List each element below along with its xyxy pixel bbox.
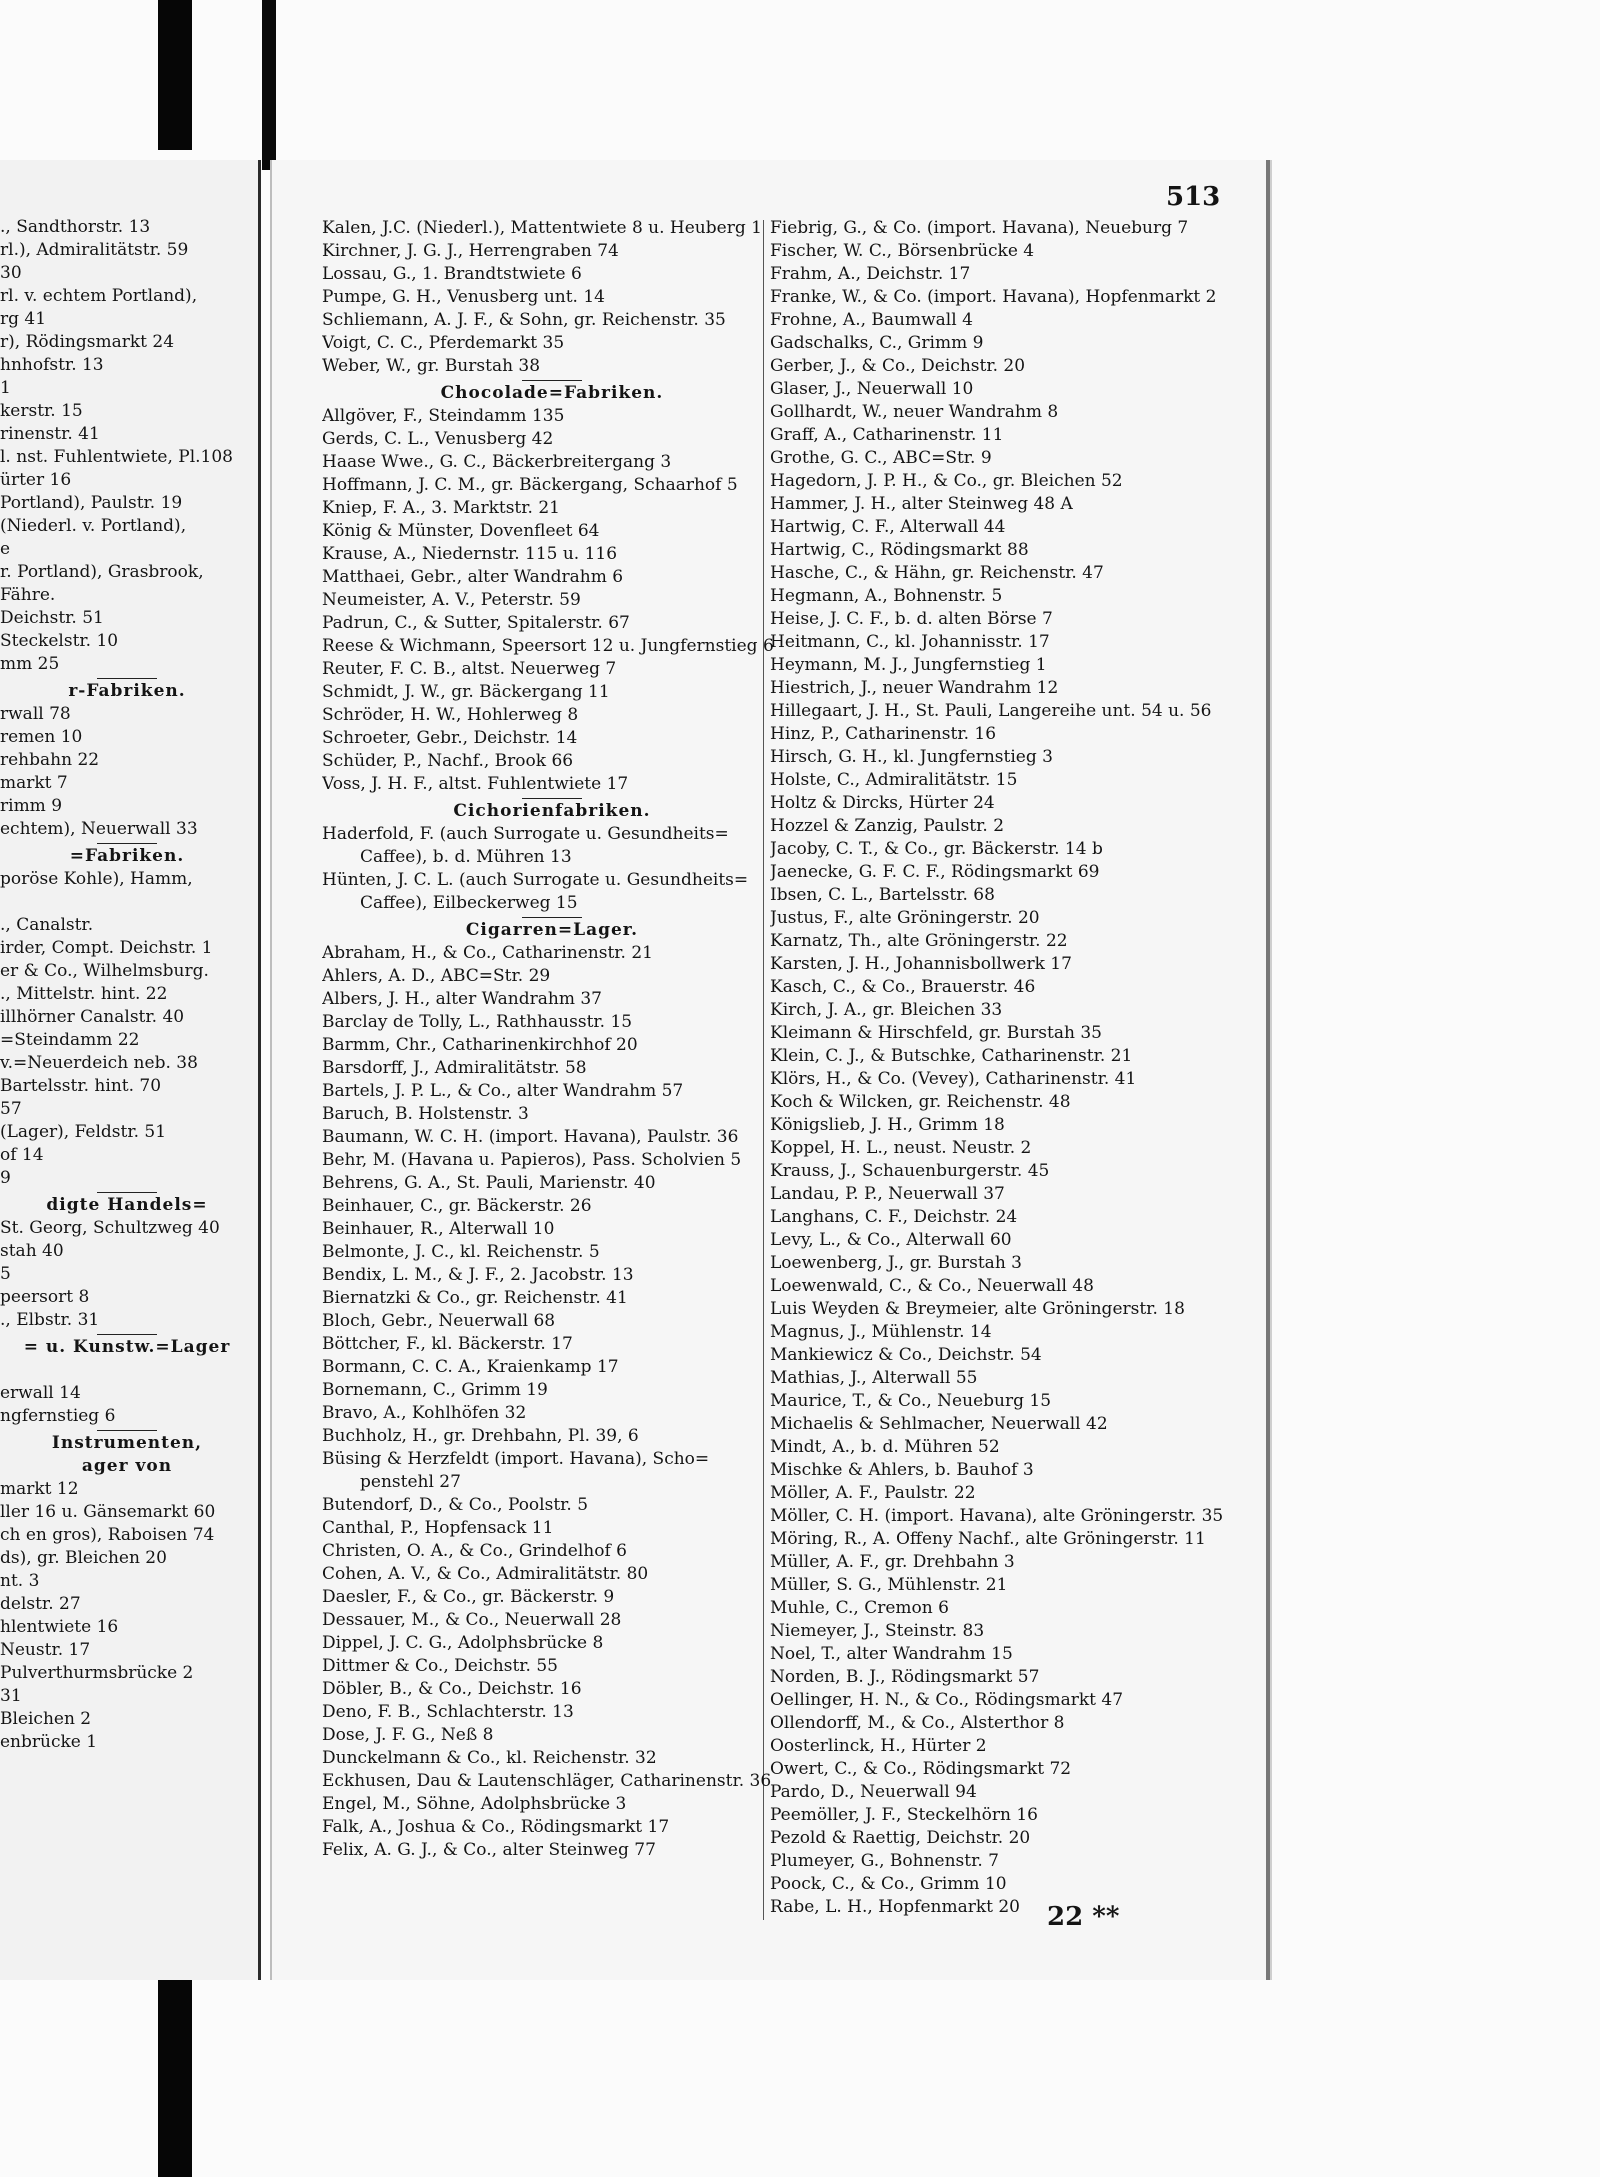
directory-entry: Bloch, Gebr., Neuerwall 68 <box>322 1311 556 1331</box>
directory-entry: Hagedorn, J. P. H., & Co., gr. Bleichen 52 <box>770 471 1123 491</box>
directory-entry: Deichstr. 51 <box>0 608 104 628</box>
directory-entry: Hozzel & Zanzig, Paulstr. 2 <box>770 816 1005 836</box>
section-heading: =Fabriken. <box>69 846 185 866</box>
section-heading: = u. Kunstw.=Lager <box>23 1337 231 1357</box>
directory-entry: Felix, A. G. J., & Co., alter Steinweg 77 <box>322 1840 656 1860</box>
directory-entry: Eckhusen, Dau & Lautenschläger, Catharinenstr. 36 <box>322 1771 772 1791</box>
directory-entry: e <box>0 539 11 559</box>
directory-entry: Heymann, M. J., Jungfernstieg 1 <box>770 655 1047 675</box>
directory-entry: Glaser, J., Neuerwall 10 <box>770 379 974 399</box>
directory-entry: Weber, W., gr. Burstah 38 <box>322 356 541 376</box>
directory-entry: Matthaei, Gebr., alter Wandrahm 6 <box>322 567 624 587</box>
directory-entry: stah 40 <box>0 1241 64 1261</box>
directory-entry: Steckelstr. 10 <box>0 631 119 651</box>
directory-entry: r. Portland), Grasbrook, <box>0 562 204 582</box>
directory-entry: Hiestrich, J., neuer Wandrahm 12 <box>770 678 1059 698</box>
directory-entry: Graff, A., Catharinenstr. 11 <box>770 425 1004 445</box>
directory-entry: delstr. 27 <box>0 1594 81 1614</box>
directory-entry: Dippel, J. C. G., Adolphsbrücke 8 <box>322 1633 604 1653</box>
directory-entry: Schüder, P., Nachf., Brook 66 <box>322 751 574 771</box>
entry-continuation: Caffee), b. d. Mühren 13 <box>360 847 572 867</box>
directory-entry: Voigt, C. C., Pferdemarkt 35 <box>322 333 565 353</box>
directory-entry: Baumann, W. C. H. (import. Havana), Paulstr. 36 <box>322 1127 739 1147</box>
directory-entry: Neustr. 17 <box>0 1640 91 1660</box>
directory-entry: ., Canalstr. <box>0 915 94 935</box>
directory-entry: Mindt, A., b. d. Mühren 52 <box>770 1437 1000 1457</box>
directory-entry: Behrens, G. A., St. Pauli, Marienstr. 40 <box>322 1173 656 1193</box>
directory-entry: Königslieb, J. H., Grimm 18 <box>770 1115 1005 1135</box>
directory-entry: erwall 14 <box>0 1383 81 1403</box>
directory-entry: er & Co., Wilhelmsburg. <box>0 961 209 981</box>
directory-entry: markt 12 <box>0 1479 79 1499</box>
directory-entry: Reese & Wichmann, Speersort 12 u. Jungfernstieg 6 <box>322 636 774 656</box>
directory-entry: Allgöver, F., Steindamm 135 <box>322 406 565 426</box>
directory-entry: peersort 8 <box>0 1287 90 1307</box>
directory-entry: Schliemann, A. J. F., & Sohn, gr. Reichenstr. 35 <box>322 310 726 330</box>
directory-entry: Gerds, C. L., Venusberg 42 <box>322 429 554 449</box>
directory-entry: Koppel, H. L., neust. Neustr. 2 <box>770 1138 1032 1158</box>
directory-entry: Bormann, C. C. A., Kraienkamp 17 <box>322 1357 619 1377</box>
directory-entry: Christen, O. A., & Co., Grindelhof 6 <box>322 1541 627 1561</box>
directory-entry: Butendorf, D., & Co., Poolstr. 5 <box>322 1495 589 1515</box>
directory-entry: irder, Compt. Deichstr. 1 <box>0 938 213 958</box>
directory-entry: illhörner Canalstr. 40 <box>0 1007 185 1027</box>
directory-entry: poröse Kohle), Hamm, <box>0 869 193 889</box>
directory-entry: Fähre. <box>0 585 56 605</box>
section-heading: r-Fabriken. <box>68 681 186 701</box>
directory-entry: Klein, C. J., & Butschke, Catharinenstr. 21 <box>770 1046 1133 1066</box>
directory-entry: Neumeister, A. V., Peterstr. 59 <box>322 590 581 610</box>
directory-entry: Poock, C., & Co., Grimm 10 <box>770 1874 1007 1894</box>
directory-entry: Barsdorff, J., Admiralitätstr. 58 <box>322 1058 587 1078</box>
directory-entry: nt. 3 <box>0 1571 40 1591</box>
directory-entry: rg 41 <box>0 309 47 329</box>
directory-entry: Hammer, J. H., alter Steinweg 48 A <box>770 494 1073 514</box>
directory-entry: Bleichen 2 <box>0 1709 92 1729</box>
directory-entry: Cohen, A. V., & Co., Admiralitätstr. 80 <box>322 1564 649 1584</box>
directory-entry: Müller, A. F., gr. Drehbahn 3 <box>770 1552 1015 1572</box>
directory-entry: Deno, F. B., Schlachterstr. 13 <box>322 1702 574 1722</box>
directory-entry: Hartwig, C. F., Alterwall 44 <box>770 517 1006 537</box>
left-page-column <box>0 216 254 1754</box>
left-page <box>0 160 261 1980</box>
directory-entry: ngfernstieg 6 <box>0 1406 116 1426</box>
directory-entry: remen 10 <box>0 727 83 747</box>
book-spine-top <box>158 0 192 150</box>
directory-entry: ch en gros), Raboisen 74 <box>0 1525 215 1545</box>
directory-entry: Langhans, C. F., Deichstr. 24 <box>770 1207 1018 1227</box>
directory-entry: (Niederl. v. Portland), <box>0 516 187 536</box>
directory-entry: Bravo, A., Kohlhöfen 32 <box>322 1403 527 1423</box>
section-heading: ager von <box>81 1456 173 1476</box>
directory-column-left <box>322 217 782 1862</box>
directory-entry: Krauss, J., Schauenburgerstr. 45 <box>770 1161 1050 1181</box>
directory-entry: Schroeter, Gebr., Deichstr. 14 <box>322 728 578 748</box>
directory-entry: 9 <box>0 1168 11 1188</box>
directory-entry: Dittmer & Co., Deichstr. 55 <box>322 1656 558 1676</box>
directory-entry: (Lager), Feldstr. 51 <box>0 1122 167 1142</box>
directory-entry: Mischke & Ahlers, b. Bauhof 3 <box>770 1460 1034 1480</box>
book-gutter <box>262 0 276 170</box>
directory-entry: Padrun, C., & Sutter, Spitalerstr. 67 <box>322 613 630 633</box>
directory-entry: Ollendorff, M., & Co., Alsterthor 8 <box>770 1713 1065 1733</box>
directory-entry: Bartelsstr. hint. 70 <box>0 1076 162 1096</box>
directory-entry: Döbler, B., & Co., Deichstr. 16 <box>322 1679 582 1699</box>
directory-entry: Hasche, C., & Hähn, gr. Reichenstr. 47 <box>770 563 1104 583</box>
directory-entry: Möller, C. H. (import. Havana), alte Gröningerstr. 35 <box>770 1506 1224 1526</box>
directory-entry: Pulverthurmsbrücke 2 <box>0 1663 194 1683</box>
directory-entry: echtem), Neuerwall 33 <box>0 819 198 839</box>
page-number: 513 <box>1166 182 1221 212</box>
directory-entry: Karsten, J. H., Johannisbollwerk 17 <box>770 954 1072 974</box>
directory-entry: Loewenwald, C., & Co., Neuerwall 48 <box>770 1276 1094 1296</box>
directory-entry: Haase Wwe., G. C., Bäckerbreitergang 3 <box>322 452 672 472</box>
directory-entry: 30 <box>0 263 22 283</box>
directory-entry: Dessauer, M., & Co., Neuerwall 28 <box>322 1610 622 1630</box>
directory-entry: 57 <box>0 1099 22 1119</box>
directory-entry: 31 <box>0 1686 22 1706</box>
directory-entry: rl.), Admiralitätstr. 59 <box>0 240 189 260</box>
directory-entry: Grothe, G. C., ABC=Str. 9 <box>770 448 992 468</box>
directory-entry: Hillegaart, J. H., St. Pauli, Langereihe unt. 54 u. 56 <box>770 701 1212 721</box>
directory-entry: Kasch, C., & Co., Brauerstr. 46 <box>770 977 1036 997</box>
directory-entry: Jaenecke, G. F. C. F., Rödingsmarkt 69 <box>770 862 1100 882</box>
directory-entry: enbrücke 1 <box>0 1732 98 1752</box>
directory-entry: Falk, A., Joshua & Co., Rödingsmarkt 17 <box>322 1817 670 1837</box>
directory-entry: Norden, B. J., Rödingsmarkt 57 <box>770 1667 1040 1687</box>
directory-entry: Möller, A. F., Paulstr. 22 <box>770 1483 976 1503</box>
directory-entry: rwall 78 <box>0 704 71 724</box>
directory-entry: v.=Neuerdeich neb. 38 <box>0 1053 198 1073</box>
directory-entry: Hünten, J. C. L. (auch Surrogate u. Gesundheits= <box>322 870 749 890</box>
directory-entry: Lossau, G., 1. Brandtstwiete 6 <box>322 264 582 284</box>
directory-entry: Möring, R., A. Offeny Nachf., alte Gröningerstr. 11 <box>770 1529 1206 1549</box>
directory-entry: Müller, S. G., Mühlenstr. 21 <box>770 1575 1008 1595</box>
directory-entry: Gollhardt, W., neuer Wandrahm 8 <box>770 402 1059 422</box>
signature-mark: 22 ** <box>1047 1902 1120 1932</box>
directory-entry: Pumpe, G. H., Venusberg unt. 14 <box>322 287 605 307</box>
directory-entry: kerstr. 15 <box>0 401 83 421</box>
directory-entry: Jacoby, C. T., & Co., gr. Bäckerstr. 14 b <box>770 839 1103 859</box>
directory-entry: Heitmann, C., kl. Johannisstr. 17 <box>770 632 1050 652</box>
directory-entry: Kniep, F. A., 3. Marktstr. 21 <box>322 498 560 518</box>
directory-entry: Hoffmann, J. C. M., gr. Bäckergang, Schaarhof 5 <box>322 475 738 495</box>
directory-entry: Frohne, A., Baumwall 4 <box>770 310 973 330</box>
directory-entry: Schmidt, J. W., gr. Bäckergang 11 <box>322 682 610 702</box>
directory-entry: Hirsch, G. H., kl. Jungfernstieg 3 <box>770 747 1053 767</box>
directory-entry: r), Rödingsmarkt 24 <box>0 332 175 352</box>
section-heading: Instrumenten, <box>51 1433 203 1453</box>
directory-entry: Luis Weyden & Breymeier, alte Gröningerstr. 18 <box>770 1299 1185 1319</box>
directory-entry: =Steindamm 22 <box>0 1030 140 1050</box>
directory-entry: l. nst. Fuhlentwiete, Pl.108 <box>0 447 234 467</box>
directory-entry: Magnus, J., Mühlenstr. 14 <box>770 1322 992 1342</box>
directory-entry: König & Münster, Dovenfleet 64 <box>322 521 600 541</box>
directory-entry: Levy, L., & Co., Alterwall 60 <box>770 1230 1012 1250</box>
directory-entry: Belmonte, J. C., kl. Reichenstr. 5 <box>322 1242 600 1262</box>
directory-entry: ller 16 u. Gänsemarkt 60 <box>0 1502 216 1522</box>
directory-entry: Böttcher, F., kl. Bäckerstr. 17 <box>322 1334 573 1354</box>
directory-entry: Franke, W., & Co. (import. Havana), Hopfenmarkt 2 <box>770 287 1217 307</box>
directory-entry: of 14 <box>0 1145 44 1165</box>
entry-continuation: Caffee), Eilbeckerweg 15 <box>360 893 578 913</box>
directory-entry: Abraham, H., & Co., Catharinenstr. 21 <box>322 943 653 963</box>
directory-entry: Frahm, A., Deichstr. 17 <box>770 264 971 284</box>
directory-entry: Rabe, L. H., Hopfenmarkt 20 <box>770 1897 1021 1917</box>
directory-entry: Hinz, P., Catharinenstr. 16 <box>770 724 997 744</box>
directory-entry: rl. v. echtem Portland), <box>0 286 198 306</box>
directory-entry: Dunckelmann & Co., kl. Reichenstr. 32 <box>322 1748 657 1768</box>
directory-entry: Voss, J. H. F., altst. Fuhlentwiete 17 <box>322 774 629 794</box>
directory-entry: Fischer, W. C., Börsenbrücke 4 <box>770 241 1035 261</box>
directory-entry: Büsing & Herzfeldt (import. Havana), Scho= <box>322 1449 710 1469</box>
directory-entry: Gerber, J., & Co., Deichstr. 20 <box>770 356 1026 376</box>
directory-entry: Ibsen, C. L., Bartelsstr. 68 <box>770 885 995 905</box>
directory-entry: ., Elbstr. 31 <box>0 1310 100 1330</box>
directory-entry: Niemeyer, J., Steinstr. 83 <box>770 1621 985 1641</box>
directory-entry: rehbahn 22 <box>0 750 100 770</box>
directory-entry: rimm 9 <box>0 796 63 816</box>
directory-entry: Bartels, J. P. L., & Co., alter Wandrahm 57 <box>322 1081 684 1101</box>
entry-continuation: penstehl 27 <box>360 1472 461 1492</box>
directory-entry: Beinhauer, R., Alterwall 10 <box>322 1219 555 1239</box>
directory-entry: Haderfold, F. (auch Surrogate u. Gesundheits= <box>322 824 729 844</box>
directory-entry: Buchholz, H., gr. Drehbahn, Pl. 39, 6 <box>322 1426 639 1446</box>
directory-entry: ürter 16 <box>0 470 72 490</box>
directory-entry: Michaelis & Sehlmacher, Neuerwall 42 <box>770 1414 1108 1434</box>
directory-entry: Muhle, C., Cremon 6 <box>770 1598 949 1618</box>
directory-entry: Bendix, L. M., & J. F., 2. Jacobstr. 13 <box>322 1265 634 1285</box>
directory-entry: Canthal, P., Hopfensack 11 <box>322 1518 554 1538</box>
directory-entry: Karnatz, Th., alte Gröningerstr. 22 <box>770 931 1068 951</box>
directory-entry: Gadschalks, C., Grimm 9 <box>770 333 984 353</box>
directory-entry: Klörs, H., & Co. (Vevey), Catharinenstr. 41 <box>770 1069 1137 1089</box>
main-page <box>270 160 1270 1980</box>
directory-entry: Kalen, J.C. (Niederl.), Mattentwiete 8 u. Heuberg 1 <box>322 218 762 238</box>
directory-entry: Holtz & Dircks, Hürter 24 <box>770 793 995 813</box>
directory-entry: Maurice, T., & Co., Neueburg 15 <box>770 1391 1052 1411</box>
directory-column-right <box>770 217 1250 1919</box>
directory-entry: Ahlers, A. D., ABC=Str. 29 <box>322 966 551 986</box>
directory-entry: Peemöller, J. F., Steckelhörn 16 <box>770 1805 1038 1825</box>
directory-entry: Holste, C., Admiralitätstr. 15 <box>770 770 1018 790</box>
directory-entry: Pardo, D., Neuerwall 94 <box>770 1782 977 1802</box>
directory-entry: 5 <box>0 1264 11 1284</box>
directory-entry: Portland), Paulstr. 19 <box>0 493 183 513</box>
directory-entry: Daesler, F., & Co., gr. Bäckerstr. 9 <box>322 1587 615 1607</box>
directory-entry: rinenstr. 41 <box>0 424 100 444</box>
section-heading: Chocolade=Fabriken. <box>440 383 664 403</box>
directory-entry: Mathias, J., Alterwall 55 <box>770 1368 978 1388</box>
directory-entry: Loewenberg, J., gr. Burstah 3 <box>770 1253 1022 1273</box>
directory-entry: ., Sandthorstr. 13 <box>0 217 151 237</box>
directory-entry: Justus, F., alte Gröningerstr. 20 <box>770 908 1040 928</box>
directory-entry: hnhofstr. 13 <box>0 355 104 375</box>
directory-entry: Hegmann, A., Bohnenstr. 5 <box>770 586 1003 606</box>
directory-entry: Mankiewicz & Co., Deichstr. 54 <box>770 1345 1042 1365</box>
directory-entry: Engel, M., Söhne, Adolphsbrücke 3 <box>322 1794 627 1814</box>
directory-entry: Albers, J. H., alter Wandrahm 37 <box>322 989 602 1009</box>
directory-entry: Barclay de Tolly, L., Rathhausstr. 15 <box>322 1012 633 1032</box>
directory-entry: Noel, T., alter Wandrahm 15 <box>770 1644 1013 1664</box>
directory-entry: Kirchner, J. G. J., Herrengraben 74 <box>322 241 619 261</box>
directory-entry: Pezold & Raettig, Deichstr. 20 <box>770 1828 1031 1848</box>
directory-entry: 1 <box>0 378 11 398</box>
directory-entry: Beinhauer, C., gr. Bäckerstr. 26 <box>322 1196 592 1216</box>
directory-entry: Krause, A., Niedernstr. 115 u. 116 <box>322 544 618 564</box>
directory-entry: Baruch, B. Holstenstr. 3 <box>322 1104 529 1124</box>
directory-entry: Reuter, F. C. B., altst. Neuerweg 7 <box>322 659 617 679</box>
directory-entry: Heise, J. C. F., b. d. alten Börse 7 <box>770 609 1053 629</box>
directory-entry: Bornemann, C., Grimm 19 <box>322 1380 548 1400</box>
directory-entry: St. Georg, Schultzweg 40 <box>0 1218 220 1238</box>
directory-entry: mm 25 <box>0 654 60 674</box>
section-heading: Cichorienfabriken. <box>453 801 651 821</box>
directory-entry: Kleimann & Hirschfeld, gr. Burstah 35 <box>770 1023 1102 1043</box>
directory-entry <box>0 891 254 914</box>
directory-entry: Oosterlinck, H., Hürter 2 <box>770 1736 987 1756</box>
directory-entry: Schröder, H. W., Hohlerweg 8 <box>322 705 579 725</box>
directory-entry: Landau, P. P., Neuerwall 37 <box>770 1184 1005 1204</box>
directory-entry: Oellinger, H. N., & Co., Rödingsmarkt 47 <box>770 1690 1124 1710</box>
directory-entry: Kirch, J. A., gr. Bleichen 33 <box>770 1000 1003 1020</box>
directory-entry <box>0 1359 254 1382</box>
directory-entry: Barmm, Chr., Catharinenkirchhof 20 <box>322 1035 638 1055</box>
directory-entry: markt 7 <box>0 773 68 793</box>
directory-entry: Fiebrig, G., & Co. (import. Havana), Neueburg 7 <box>770 218 1189 238</box>
section-heading: Cigarren=Lager. <box>465 920 639 940</box>
directory-entry: Koch & Wilcken, gr. Reichenstr. 48 <box>770 1092 1071 1112</box>
section-heading: digte Handels= <box>46 1195 208 1215</box>
directory-entry: Biernatzki & Co., gr. Reichenstr. 41 <box>322 1288 628 1308</box>
directory-entry: ., Mittelstr. hint. 22 <box>0 984 168 1004</box>
directory-entry: ds), gr. Bleichen 20 <box>0 1548 167 1568</box>
directory-entry: Plumeyer, G., Bohnenstr. 7 <box>770 1851 999 1871</box>
directory-entry: Owert, C., & Co., Rödingsmarkt 72 <box>770 1759 1072 1779</box>
book-spine-bottom <box>158 1960 192 2177</box>
directory-entry: hlentwiete 16 <box>0 1617 119 1637</box>
directory-entry: Dose, J. F. G., Neß 8 <box>322 1725 494 1745</box>
directory-entry: Behr, M. (Havana u. Papieros), Pass. Scholvien 5 <box>322 1150 742 1170</box>
directory-entry: Hartwig, C., Rödingsmarkt 88 <box>770 540 1029 560</box>
